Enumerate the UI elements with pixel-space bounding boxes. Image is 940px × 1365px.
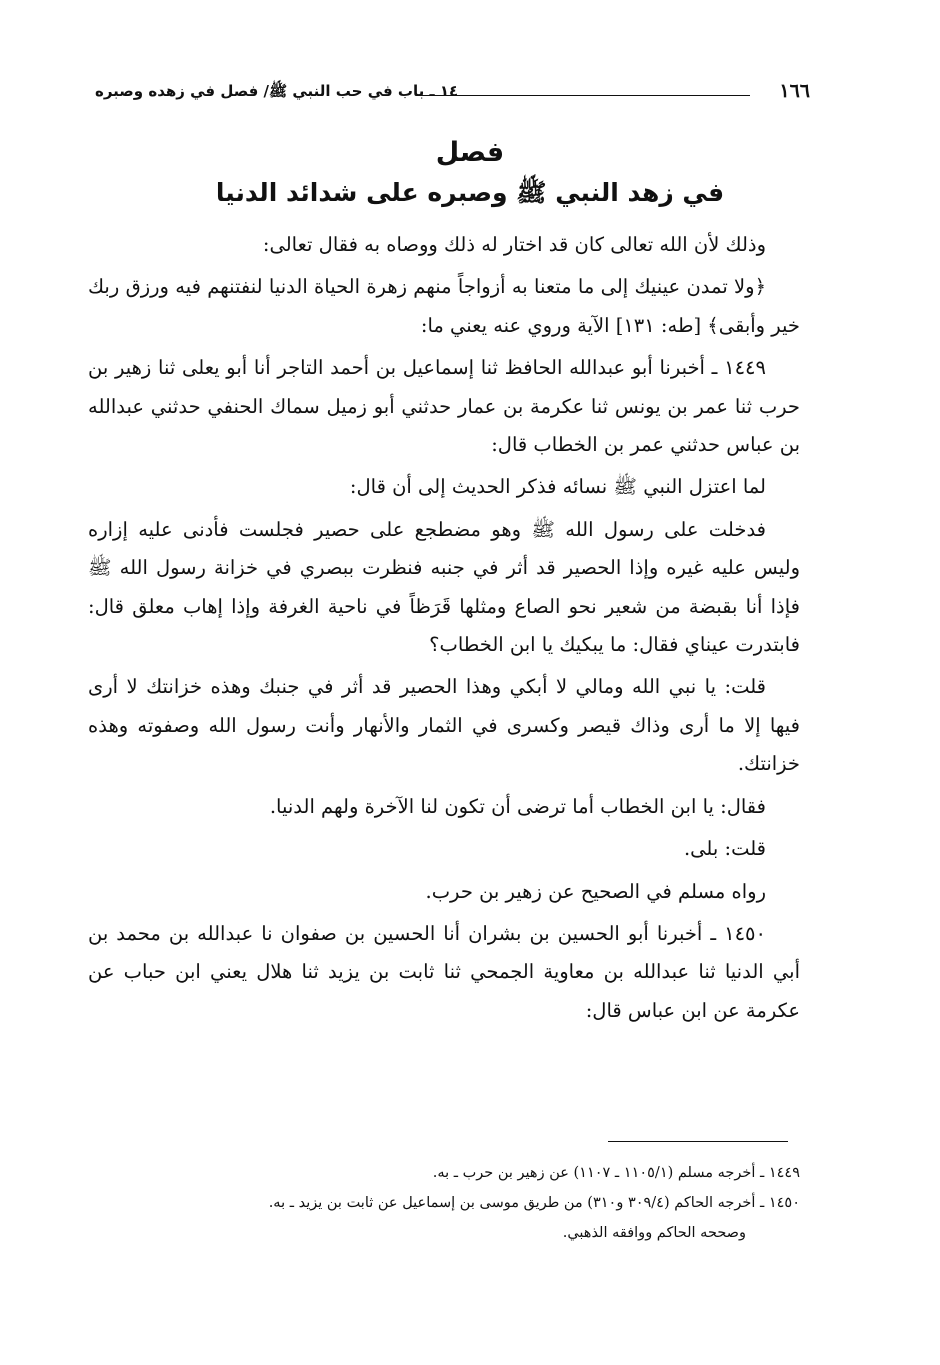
- paragraph-hadith-1449: ١٤٤٩ ـ أخبرنا أبو عبدالله الحافظ ثنا إسماعيل بن أحمد التاجر أنا أبو يعلى ثنا زهير بن حرب ثنا عمر بن يونس ثنا عكرمة بن عمار حدثني أبو زميل سماك الحنفي حدثني عبدالله بن عباس حدثني عمر بن الخطاب قال:: [88, 356, 800, 457]
- paragraph-intro: وذلك لأن الله تعالى كان قد اختار له ذلك ووصاه به فقال تعالى:: [262, 233, 766, 256]
- paragraph-narration-reply: فقال: يا ابن الخطاب أما ترضى أن تكون لنا الآخرة ولهم الدنيا.: [269, 794, 766, 818]
- body-text: [88, 226, 800, 1034]
- footnotes: [120, 1158, 800, 1248]
- running-title: ١٤ ـ باب في حب النبي ﷺ/ فصل في زهده وصبره: [95, 82, 459, 100]
- footnote-1449: ١٤٤٩ ـ أخرجه مسلم (١١٠٥/١ ـ ١١٠٧) عن زهير بن حرب ـ به.: [432, 1165, 800, 1181]
- section-subtitle: في زهد النبي ﷺ وصبره على شدائد الدنيا: [215, 178, 725, 207]
- header-rule: [420, 95, 750, 96]
- paragraph-hadith-1450: ١٤٥٠ ـ أخبرنا أبو الحسين بن بشران أنا الحسين بن صفوان نا عبدالله بن محمد بن أبي الدنيا ثنا عبدالله بن معاوية الجمحي ثنا ثابت بن يزيد ثنا هلال يعني ابن حباب عن عكرمة عن ابن عباس قال:: [88, 921, 800, 1022]
- section-title: فصل: [435, 137, 505, 168]
- running-header: [95, 78, 810, 114]
- page-number: ١٦٦: [779, 80, 810, 102]
- footnote-1450-continuation: وصححه الحاكم ووافقه الذهبي.: [562, 1225, 746, 1241]
- paragraph-quran-verse: ﴿ولا تمدن عينيك إلى ما متعنا به أزواجاً منهم زهرة الحياة الدنيا لنفتنهم فيه ورزق ربك خير وأبقى﴾ [طه: ١٣١] الآية وروي عنه يعني ما:: [88, 275, 800, 337]
- paragraph-narration-answer: قلت: بلى.: [683, 837, 766, 861]
- paragraph-narration-body: فدخلت على رسول الله ﷺ وهو مضطجع على حصير فجلست فأدنى عليه إزاره وليس عليه غيره وإذا الحصير قد أثر في جنبه فنظرت ببصري في خزانة رسول الله ﷺ فإذا أنا بقبضة من شعير نحو الصاع ومثلها قَرَظاً في ناحية الغرفة وإذا إهاب معلق قال: فابتدرت عيناي فقال: ما يبكيك يا ابن الخطاب؟: [88, 517, 800, 657]
- footnote-1450: ١٤٥٠ ـ أخرجه الحاكم (٣٠٩/٤ و٣١٠) من طريق موسى بن إسماعيل عن ثابت بن يزيد ـ به.: [268, 1195, 800, 1211]
- footnote-rule: [608, 1141, 788, 1142]
- paragraph-narration-start: لما اعتزل النبي ﷺ نسائه فذكر الحديث إلى أن قال:: [349, 475, 766, 499]
- paragraph-narration-umar: قلت: يا نبي الله ومالي لا أبكي وهذا الحصير قد أثر في جنبك وهذه خزانتك لا أرى فيها إلا ما أرى وذاك قيصر وكسرى في الثمار والأنهار وأنت رسول الله وصفوته وهذه خزانتك.: [88, 675, 800, 776]
- paragraph-source-note: رواه مسلم في الصحيح عن زهير بن حرب.: [425, 879, 766, 903]
